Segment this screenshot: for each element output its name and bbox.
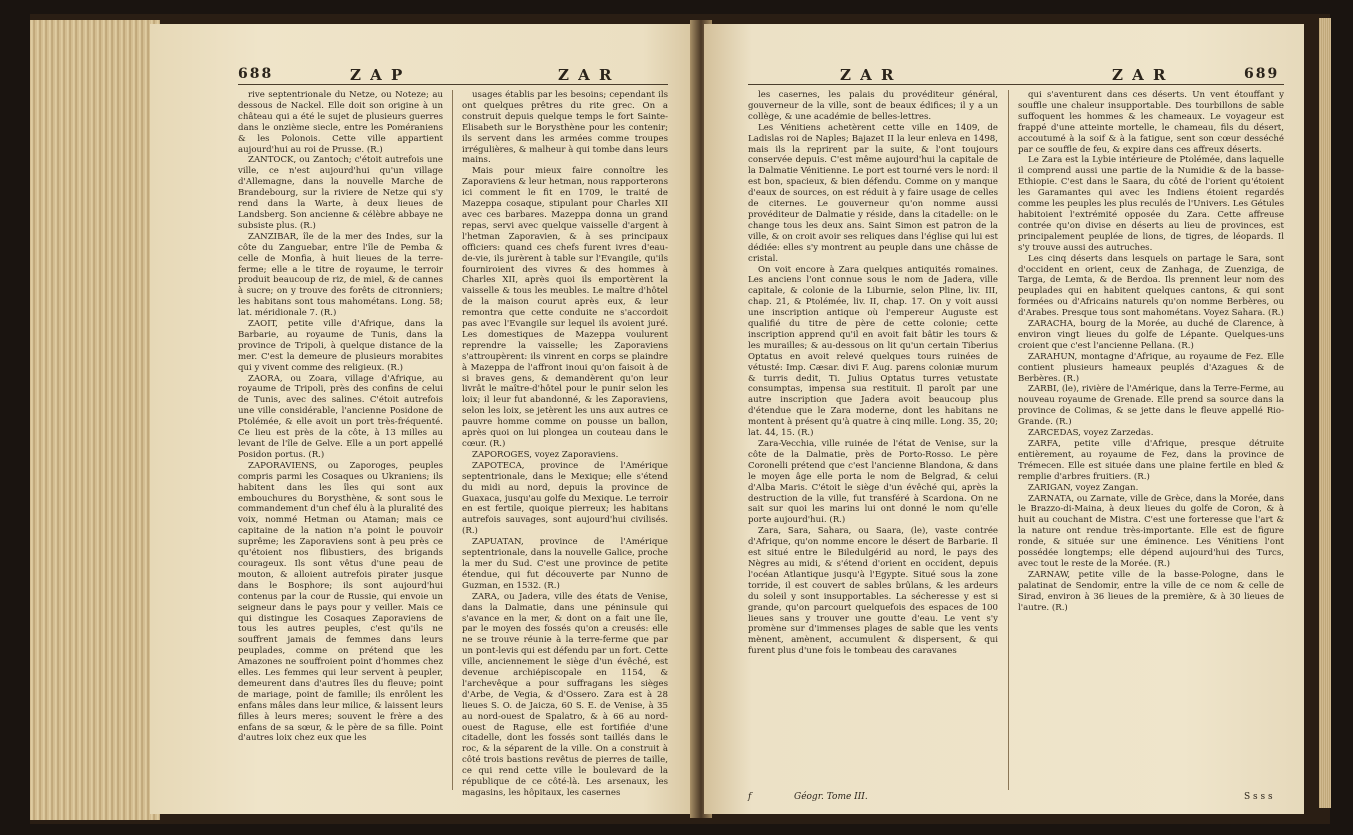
right-column-divider <box>1008 90 1009 790</box>
entry: qui s'aventurent dans ces déserts. Un vent étouffant y souffle une chaleur insupportable. Des tourbillons de sable suffoquent les hommes & les chameaux. Le voyageur est frappé d'une atteinte mortelle, le chameau, fils du désert, accoutumé à la soif & à la fatigue, sent son cœur desséché par ce souffle de feu, & expire dans ces affreux déserts. <box>1018 90 1284 155</box>
footer-title: Géogr. Tome III. <box>794 792 868 802</box>
entry: Zara-Vecchia, ville ruinée de l'état de Venise, sur la côte de la Dalmatie, près de Porto-Rosso. Le père Coronelli prétend que c'est l'ancienne Blandona, & dans le moyen âge elle porta le nom de Belgrad, & celui d'Alba Maris. C'étoit le siège d'un évêché qui, après la destruction de la ville, fut transféré à Scardona. On ne sait sur quoi les marins lui ont donné le nom qu'elle porte aujourd'hui. (R.) <box>748 439 998 526</box>
entry: On voit encore à Zara quelques antiquités romaines. Les anciens l'ont connue sous le nom de Jadera, ville capitale, & colonie de la Liburnie, selon Pline, liv. III, chap. 21, & Ptolémée, liv. II, chap. 17. On y voit aussi une inscription antique où l'empereur Auguste est qualifié du titre de père de cette colonie; cette inscription apprend qu'il en avoit fait bâtir les tours & les murailles; & au-dessous on lit qu'un certain Tiberius Optatus en avoit relevé quelques tours ruinées de vétusté: Imp. Cæsar. divi F. Aug. parens coloniæ murum & turris dedit, Ti. Julius Optatus turres vetustate consumptas, impensa sua restituit. Il paroît par une autre inscription que Jadera avoit beaucoup plus d'étendue que le Zara moderne, dont les habitans ne montent à présent qu'à quatre à cinq mille. Long. 35, 20; lat. 44, 15. (R.) <box>748 264 998 439</box>
right-column-1 <box>748 90 998 657</box>
left-page <box>150 24 698 814</box>
left-header-rule <box>238 84 668 85</box>
left-column-divider <box>452 90 453 790</box>
left-page-number: 688 <box>238 66 274 82</box>
entry: ZAORA, ou Zoara, village d'Afrique, au royaume de Tripoli, près des confins de celui de Tunis, avec des salines. C'étoit autrefois une ville considérable, l'ancienne Posidone de Ptolémée, & elle avoit un port très-fréquenté. Ce lieu est près de la côte, à 13 milles au levant de l'île de Gelve. Elle a un port appellé Posidon portus. (R.) <box>238 373 443 460</box>
entry: ZAPOTECA, province de l'Amérique septentrionale, dans le Mexique; elle s'étend du midi au nord, depuis la province de Guaxaca, jusqu'au golfe du Mexique. Le terroir en est fertile, quoique pierreux; les habitans autrefois sauvages, sont aujourd'hui civilisés. (R.) <box>462 460 668 537</box>
right-page <box>704 24 1304 814</box>
entry: ZARAHUN, montagne d'Afrique, au royaume de Fez. Elle contient plusieurs hameaux peuplés d'Azagues & de Berbères. (R.) <box>1018 351 1284 384</box>
footer-catchword: S s s s <box>1244 792 1273 802</box>
entry: ZARBI, (le), rivière de l'Amérique, dans la Terre-Ferme, au nouveau royaume de Grenade. Elle prend sa source dans la province de Colimas, & se jette dans le fleuve appellé Rio-Grande. (R.) <box>1018 384 1284 428</box>
entry: Les cinq déserts dans lesquels on partage le Sara, sont d'occident en orient, ceux de Zanhaga, de Zuenziga, de Targa, de Lemta, & de Berdoa. Ils prennent leur nom des peuplades qui en habitent quelques cantons, & qui sont formées ou d'Africains naturels qu'on nomme Berbères, ou d'Arabes. Presque tous sont mahométans. Voyez Sahara. (R.) <box>1018 253 1284 319</box>
entry: ZARNATA, ou Zarnate, ville de Grèce, dans la Morée, dans le Brazzo-di-Maina, à deux lieues du golfe de Coron, & à huit au couchant de Mistra. C'est une forteresse que l'art & la nature ont rendue très-importante. Elle est de figure ronde, & située sur une éminence. Les Vénitiens l'ont possédée longtemps; elle dépend aujourd'hui des Turcs, avec tout le reste de la Morée. (R.) <box>1018 493 1284 569</box>
right-column-2 <box>1018 90 1284 614</box>
right-page-number: 689 <box>1244 66 1280 82</box>
entry: Le Zara est la Lybie intérieure de Ptolémée, dans laquelle il comprend aussi une partie de la Numidie & de la basse-Ethiopie. C'est dans le Saara, du côté de l'orient qu'étoient les Garamantes qui avec les Indiens étoient regardés comme les peuples les plus reculés de l'Univers. Les Gétules habitoient l'extrémité opposée du Zara. Cette affreuse contrée qu'on divise en déserts au lieu de provinces, est principalement peuplée de lions, de tigres, de léopards. Il s'y trouve aussi des autruches. <box>1018 155 1284 253</box>
entry: ZARNAW, petite ville de la basse-Pologne, dans le palatinat de Sendomir, entre la ville de ce nom & celle de Sirad, environ à 36 lieues de la première, & à 30 lieues de l'autre. (R.) <box>1018 569 1284 613</box>
footer-signature: f <box>748 792 752 802</box>
page-edges-left <box>30 20 160 820</box>
entry: ZAOIT, petite ville d'Afrique, dans la Barbarie, au royaume de Tunis, dans la province de Tripoli, à quelque distance de la mer. C'est la demeure de plusieurs morabites qui y vivent comme des religieux. (R.) <box>238 319 443 373</box>
entry: ZARIGAN, voyez Zangan. <box>1028 482 1139 493</box>
entry: les casernes, les palais du provéditeur général, gouverneur de la ville, sont de beaux édifices; il y a un collège, & une académie de belles-lettres. <box>748 90 998 122</box>
entry: usages établis par les besoins; cependant ils ont quelques prêtres du rite grec. On a construit depuis quelque temps le fort Sainte-Elisabeth sur le Borysthène pour les contenir; ils servent dans les armées comme troupes irrégulières, & malheur à qui tombe dans leurs mains. <box>462 90 668 166</box>
left-column-2 <box>462 90 668 799</box>
right-header-left: Z A R <box>840 66 896 84</box>
entry: ZANTOCK, ou Zantoch; c'étoit autrefois une ville, ce n'est aujourd'hui qu'un village d'Allemagne, dans la nouvelle Marche de Brandebourg, sur la riviere de Netze qui s'y rend dans la Warte, à deux lieues de Landsberg. Son ancienne & célèbre abbaye ne subsiste plus. (R.) <box>238 155 443 231</box>
entry: ZARA, ou Jadera, ville des états de Venise, dans la Dalmatie, dans une péninsule qui s'avance en la mer, & dont on a fait une île, par le moyen des fossés qu'on a creusés: elle ne se trouve réunie à la terre-ferme que par un pont-levis qui est défendu par un fort. Cette ville, anciennement le siège d'un évêché, est devenue archiépiscopale en 1154, & l'archevêque a pour suffragans les sièges d'Arbe, de Vegia, & d'Ossero. Zara est à 28 lieues S. O. de Jaicza, 60 S. E. de Venise, à 35 au nord-ouest de Spalatro, & à 66 au nord-ouest de Raguse, elle est fortifiée d'une citadelle, dont les fossés sont taillés dans le roc, & la séparent de la ville. On a construit à côté trois bastions revêtus de pierres de taille, ce qui rend cette ville le boulevard de la république de ce côté-là. Les arsenaux, les magasins, les hôpitaux, les casernes <box>462 591 668 798</box>
entry: ZAPUATAN, province de l'Amérique septentrionale, dans la nouvelle Galice, proche la mer du Sud. C'est une province de petite étendue, qui fut découverte par Nunno de Guzman, en 1532. (R.) <box>462 537 668 591</box>
left-header-right: Z A R <box>558 66 614 84</box>
page-edges-right <box>1319 18 1331 808</box>
entry: ZAPOROGES, voyez Zaporaviens. <box>472 449 619 460</box>
entry: Les Vénitiens achetèrent cette ville en 1409, de Ladislas roi de Naples; Bajazet II la leur enleva en 1498, mais ils la reprirent par la suite, & l'ont toujours conservée depuis. C'est même aujourd'hui la capitale de la Dalmatie Vénitienne. Le port est tourné vers le nord: il est bon, spacieux, & bien défendu. Comme on y manque d'eaux de sources, on est réduit à y faire usage de celles de citernes. Le gouverneur qu'on nomme aussi provéditeur de Dalmatie y réside, dans la citadelle: on le change tous les deux ans. Saint Simon est patron de la ville, & on croit avoir ses reliques dans l'église qui lui est dédiée: elles s'y montrent au peuple dans une châsse de cristal. <box>748 122 998 264</box>
entry: ZARFA, petite ville d'Afrique, presque détruite entièrement, au royaume de Fez, dans la province de Trémecen. Elle est située dans une plaine fertile en bled & remplie d'arbres fruitiers. (R.) <box>1018 439 1284 482</box>
entry: Zara, Sara, Sahara, ou Saara, (le), vaste contrée d'Afrique, qu'on nomme encore le désert de Barbarie. Il est situé entre le Biledulgérid au nord, le pays des Nègres au midi, & s'étend d'orient en occident, depuis l'océan Atlantique jusqu'à l'Egypte. Situé sous la zone torride, il est couvert de sables brûlans, & les ardeurs du soleil y sont insupportables. La sécheresse y est si grande, qu'on parcourt quelquefois des espaces de 100 lieues sans y trouver une goutte d'eau. Le vent s'y promène sur d'immenses plages de sable que les vents mènent, amènent, accumulent & dispersent, & qui furent plus d'une fois le tombeau des caravanes <box>748 526 998 657</box>
right-header-rule <box>748 84 1284 85</box>
left-header-left: Z A P <box>350 66 405 84</box>
entry: ZARCEDAS, voyez Zarzedas. <box>1028 428 1154 439</box>
entry: ZANZIBAR, île de la mer des Indes, sur la côte du Zanguebar, entre l'île de Pemba & celle de Monfia, à huit lieues de la terre-ferme; elle a le titre de royaume, le terroir produit beaucoup de riz, de miel, & de cannes à sucre; on y trouve des forêts de citronniers; les habitans sont tous mahométans. Long. 58; lat. méridionale 7. (R.) <box>238 231 443 319</box>
right-header-right: Z A R <box>1112 66 1168 84</box>
entry: rive septentrionale du Netze, ou Noteze; au dessous de Nackel. Elle doit son origine à un château qui a été le sujet de plusieurs guerres dans le onzième siecle, entre les Poméraniens & les Polonois. Cette ville appartient aujourd'hui au roi de Prusse. (R.) <box>238 90 443 155</box>
entry: Mais pour mieux faire connoître les Zaporaviens & leur hetman, nous rapporterons ici comment le fit en 1709, le traité de Mazeppa cosaque, stipulant pour Charles XII avec ces barbares. Mazeppa donna un grand repas, servi avec quelque vaisselle d'argent à l'hetman Zaporavien, & à ses principaux officiers: quand ces chefs furent ivres d'eau-de-vie, ils jurèrent à table sur l'Evangile, qu'ils fourniroient des vivres & des hommes à Charles XII, après quoi ils emportèrent la vaisselle & tous les meubles. Le maître d'hôtel de la maison courut après eux, & leur remontra que cette conduite ne s'accordoit pas avec l'Evangile sur lequel ils avoient juré. Les domestiques de Mazeppa voulurent reprendre la vaisselle; les Zaporaviens s'attroupèrent: ils vinrent en corps se plaindre à Mazeppa de l'affront inoui qu'on faisoit à de si braves gens, & demandèrent qu'on leur livrât le maître-d'hôtel pour le punir selon les loix; il leur fut abandonné, & les Zaporaviens, selon les loix, se jetèrent les uns aux autres ce pauvre homme comme on pousse un ballon, après quoi on lui plongea un couteau dans le cœur. (R.) <box>462 166 668 449</box>
left-column-1 <box>238 90 443 744</box>
entry: ZARACHA, bourg de la Morée, au duché de Clarence, à environ vingt lieues du golfe de Lépante. Quelques-uns croient que c'est l'ancienne Pellana. (R.) <box>1018 319 1284 351</box>
entry: ZAPORAVIENS, ou Zaporoges, peuples compris parmi les Cosaques ou Ukraniens; ils habitent dans les îles qui sont aux embouchures du Borysthène, & sont sous le commandement d'un chef élu à la pluralité des voix, nommé Hetman ou Ataman; mais ce capitaine de la nation n'a point le pouvoir suprême; les Zaporaviens sont à peu près ce qu'étoient nos flibustiers, des brigands courageux. Ils sont vêtus d'une peau de mouton, & alloient autrefois pirater jusque dans le Bosphore; ils sont aujourd'hui contenus par la cour de Russie, qui envoie un seigneur dans le pays pour y veiller. Mais ce qui distingue les Cosaques Zaporaviens de tous les autres peuples, c'est qu'ils ne souffrent jamais de femmes dans leurs peuplades, comme on prétend que les Amazones ne souffroient point d'hommes chez elles. Les femmes qui leur servent à peupler, demeurent dans d'autres îles du fleuve; point de mariage, point de famille; ils enrôlent les enfans mâles dans leur milice, & laissent leurs filles à leurs meres; souvent le frère a des enfans de sa sœur, & le père de sa fille. Point d'autres loix chez eux que les <box>238 460 443 744</box>
